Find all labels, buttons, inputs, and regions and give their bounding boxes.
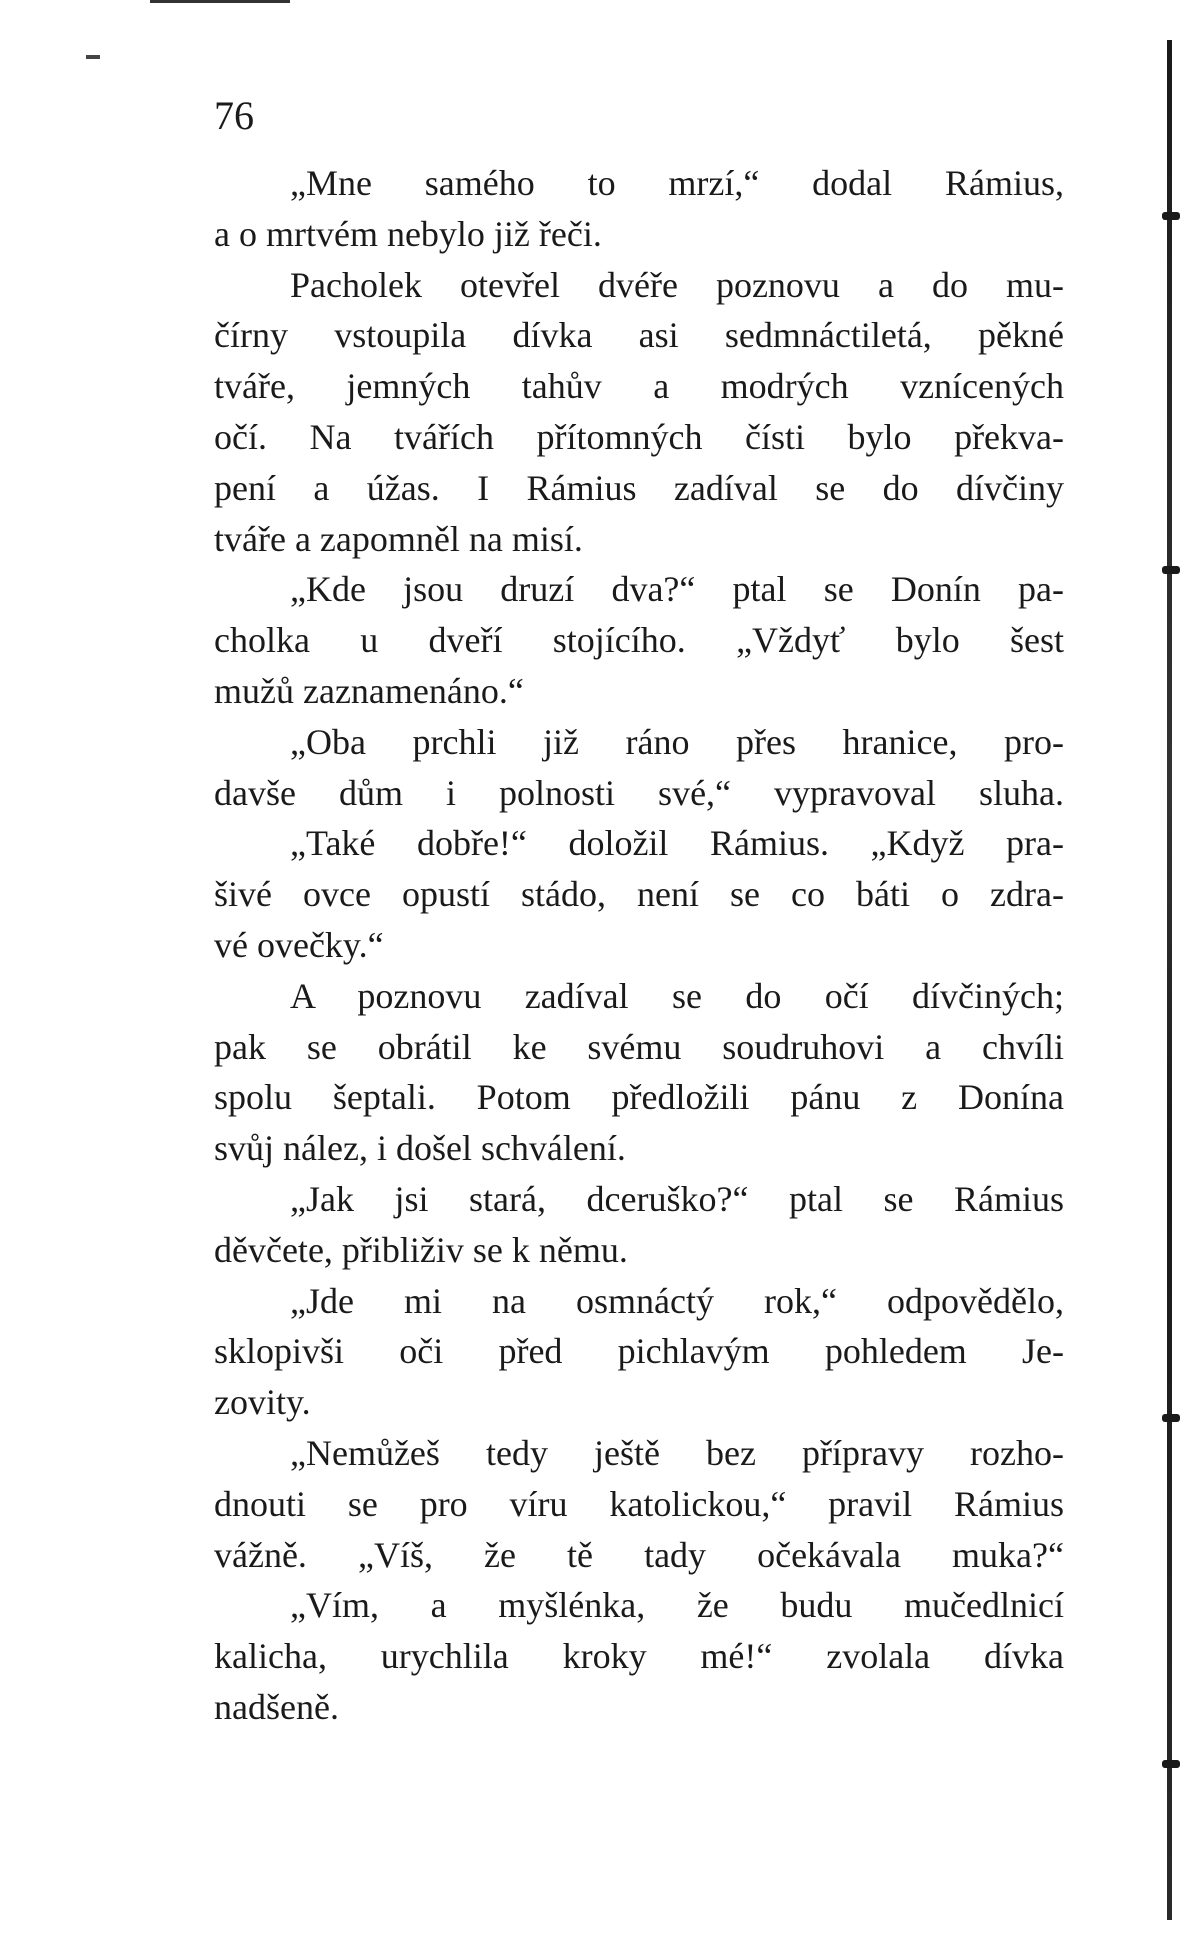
text-line: kalicha, urychlila kroky mé!“ zvolala dívka [214,1636,1064,1677]
edge-mark [1162,1414,1180,1422]
text-line: „Kde jsou druzí dva?“ ptal se Donín pa- [290,569,1064,610]
text-line: „Také dobře!“ doložil Rámius. „Když pra- [290,823,1064,864]
text-line: „Nemůžeš tedy ještě bez přípravy rozho- [290,1432,1064,1473]
text-line: davše dům i polnosti své,“ vypravoval sluha. [214,772,1064,813]
text-line: mužů zaznamenáno.“ [214,670,524,711]
page-number: 76 [214,93,254,138]
text-line: nadšeně. [214,1686,339,1727]
text-line: vážně. „Víš, že tě tady očekávala muka?“ [214,1534,1064,1575]
text-line: „Vím, a myšlénka, že budu mučedlnicí [290,1585,1064,1626]
edge-mark [1162,212,1180,220]
text-line: čírny vstoupila dívka asi sedmnáctiletá, pěkné [214,315,1064,356]
binding-edge [1156,0,1186,1934]
text-line: šivé ovce opustí stádo, není se co báti o zdra- [214,874,1064,915]
text-line: Pacholek otevřel dvéře poznovu a do mu- [290,264,1064,305]
text-line: cholka u dveří stojícího. „Vždyť bylo šest [214,620,1064,661]
edge-mark [1162,566,1180,574]
text-line: spolu šeptali. Potom předložili pánu z Donína [214,1077,1064,1118]
text-line: svůj nález, i došel schválení. [214,1128,626,1169]
text-line: „Mne samého to mrzí,“ dodal Rámius, [290,163,1064,203]
scan-mark [86,55,100,59]
text-line: očí. Na tvářích přítomných čísti bylo překva- [214,416,1064,457]
text-line: a o mrtvém nebylo již řeči. [214,213,602,254]
text-line: vé ovečky.“ [214,924,384,965]
scan-top-rule [150,0,290,3]
text-line: „Oba prchli již ráno přes hranice, pro- [290,721,1064,762]
edge-mark [1162,1760,1180,1768]
text-line: tváře, jemných tahův a modrých vznícených [214,366,1064,407]
text-line: sklopivši oči před pichlavým pohledem Je- [214,1331,1064,1372]
text-line: dnouti se pro víru katolickou,“ pravil Rámius [214,1483,1064,1524]
text-line: tváře a zapomněl na misí. [214,518,583,559]
binding-shadow-line [1167,40,1172,1920]
text-line: pení a úžas. I Rámius zadíval se do dívčiny [214,467,1064,508]
text-line: pak se obrátil ke svému soudruhovi a chvíli [214,1026,1064,1067]
text-line: A poznovu zadíval se do očí dívčiných; [290,975,1064,1016]
text-line: zovity. [214,1382,311,1423]
text-line: děvčete, přibliživ se k němu. [214,1229,628,1270]
body-text [214,158,1064,1733]
text-line: „Jak jsi stará, dceruško?“ ptal se Rámius [290,1178,1064,1219]
text-line: „Jde mi na osmnáctý rok,“ odpovědělo, [290,1280,1064,1321]
